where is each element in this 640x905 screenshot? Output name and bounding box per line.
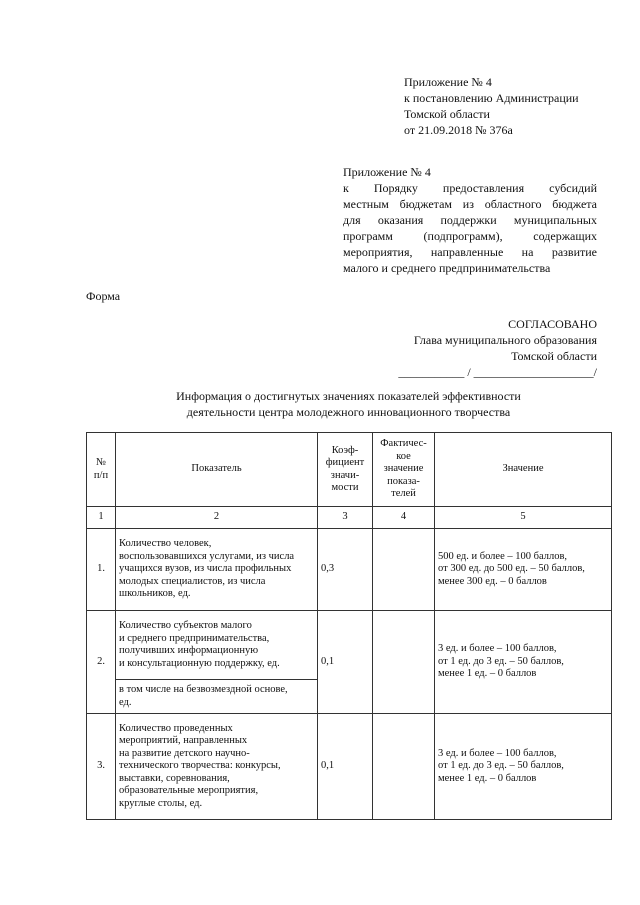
- column-number: 3: [318, 507, 373, 529]
- table-row: [87, 611, 612, 680]
- approval-signature: ___________ / ____________________/: [398, 365, 597, 379]
- column-number: 2: [116, 507, 318, 529]
- row-number: 2.: [87, 611, 116, 714]
- table-header-row: [87, 433, 612, 507]
- approval-line: Глава муниципального образования: [413, 333, 597, 347]
- row-indicator: Количество субъектов малого и среднего предпринимательства, получивших информационную и консультационную поддержку, ед.: [116, 611, 318, 680]
- column-number: 1: [87, 507, 116, 529]
- appendix-procedure-last-line: малого и среднего предпринимательства: [343, 261, 551, 275]
- appendix-header-procedure: [343, 164, 597, 276]
- row-value: 500 ед. и более – 100 баллов, от 300 ед. до 500 ед. – 50 баллов, менее 300 ед. – 0 баллов: [435, 529, 612, 611]
- row-coefficient: 0,1: [318, 714, 373, 820]
- approval-block: [340, 316, 597, 380]
- row-actual-value: [373, 611, 435, 714]
- row-number: 1.: [87, 529, 116, 611]
- appendix-top-line: к постановлению Администрации: [404, 91, 579, 105]
- table-row: [87, 529, 612, 611]
- column-number-row: [87, 507, 612, 529]
- row-sub-indicator: в том числе на безвозмездной основе, ед.: [116, 680, 318, 714]
- form-label: Форма: [86, 289, 121, 303]
- document-title-line: Информация о достигнутых значениях показателей эффективности: [176, 389, 521, 403]
- row-coefficient: 0,1: [318, 611, 373, 714]
- row-actual-value: [373, 529, 435, 611]
- appendix-procedure-line: программ (подпрограмм), содержащих: [343, 229, 597, 243]
- appendix-top-line: от 21.09.2018 № 376а: [404, 123, 513, 137]
- table-row: [87, 714, 612, 820]
- appendix-header-top: [404, 74, 579, 138]
- appendix-top-line: Приложение № 4: [404, 75, 492, 89]
- header-actual: Фактичес- кое значение показа- телей: [373, 433, 435, 507]
- appendix-procedure-line: к Порядку предоставления субсидий: [343, 181, 597, 195]
- row-number: 3.: [87, 714, 116, 820]
- document-title: [86, 388, 611, 420]
- appendix-procedure-line: для оказания поддержки муниципальных: [343, 213, 597, 227]
- column-number: 5: [435, 507, 612, 529]
- header-value: Значение: [435, 433, 612, 507]
- indicators-table: [86, 432, 612, 820]
- document-title-line: деятельности центра молодежного инновационного творчества: [186, 405, 511, 419]
- header-coef: Коэф- фициент значи- мости: [318, 433, 373, 507]
- appendix-procedure-line: мероприятия, направленные на развитие: [343, 245, 597, 259]
- approval-line: Томской области: [511, 349, 597, 363]
- appendix-procedure-line: местным бюджетам из областного бюджета: [343, 197, 597, 211]
- row-value: 3 ед. и более – 100 баллов, от 1 ед. до 3 ед. – 50 баллов, менее 1 ед. – 0 баллов: [435, 611, 612, 714]
- row-indicator: Количество проведенных мероприятий, направленных на развитие детского научно- технического творчества: конкурсы, выставки, соревнования, образовательные мероприятия, круглые столы, ед.: [116, 714, 318, 820]
- row-actual-value: [373, 714, 435, 820]
- row-value: 3 ед. и более – 100 баллов, от 1 ед. до 3 ед. – 50 баллов, менее 1 ед. – 0 баллов: [435, 714, 612, 820]
- row-coefficient: 0,3: [318, 529, 373, 611]
- appendix-procedure-title: Приложение № 4: [343, 165, 431, 179]
- approval-title: СОГЛАСОВАНО: [508, 317, 597, 331]
- column-number: 4: [373, 507, 435, 529]
- header-indicator: Показатель: [116, 433, 318, 507]
- appendix-top-line: Томской области: [404, 107, 490, 121]
- header-num: № п/п: [87, 433, 116, 507]
- row-indicator: Количество человек, воспользовавшихся услугами, из числа учащихся вузов, из числа профильных молодых специалистов, из числа школьников, ед.: [116, 529, 318, 611]
